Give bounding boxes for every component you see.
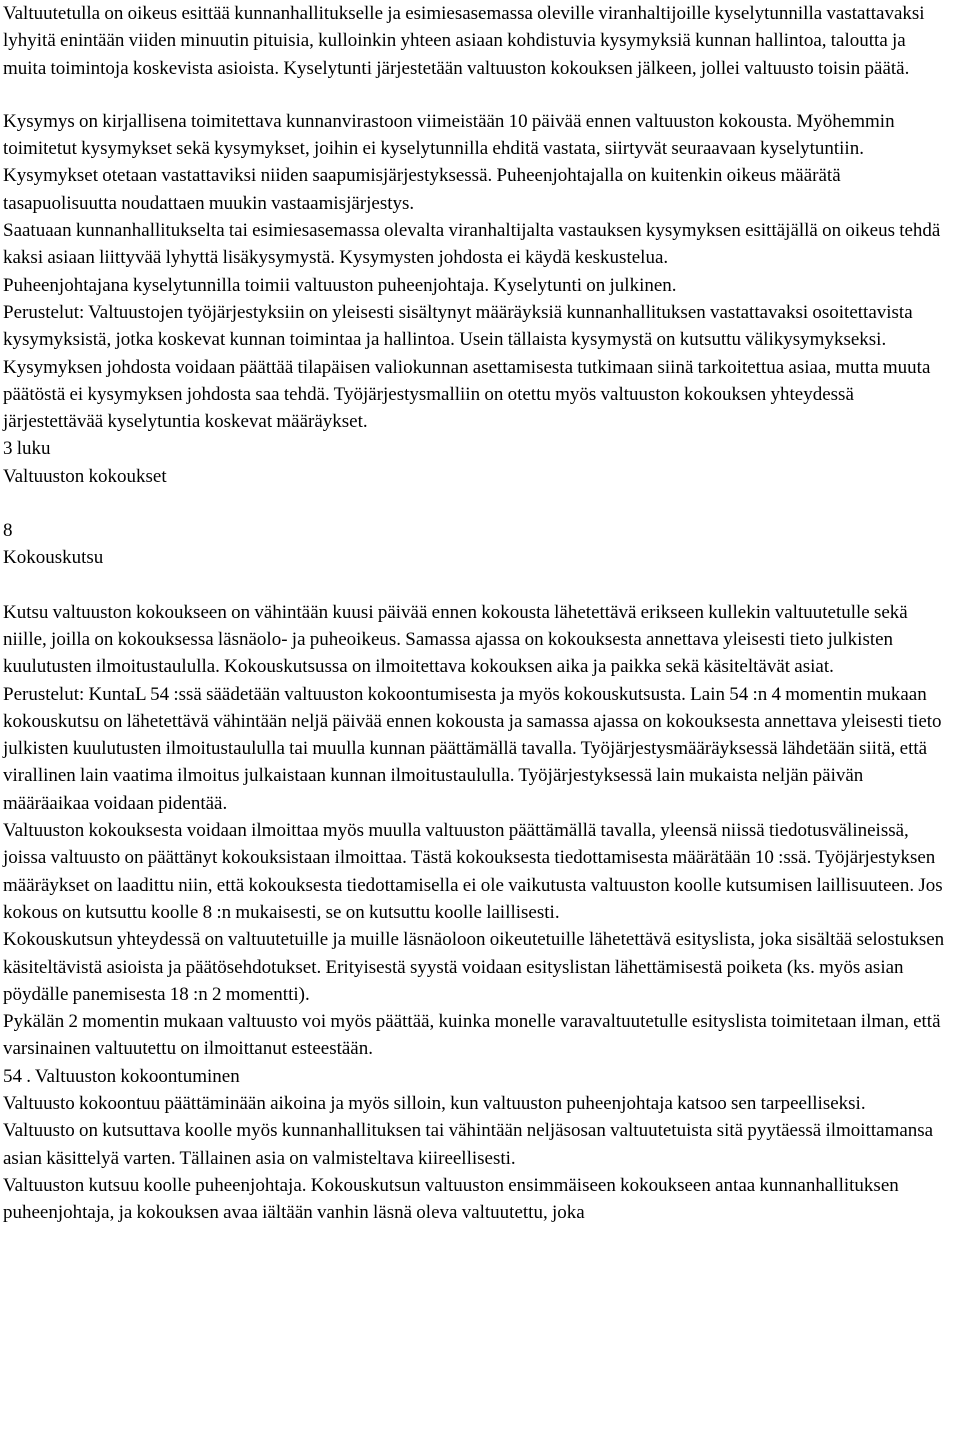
paragraph-koolle-kutsuja: Valtuuston kutsuu koolle puheenjohtaja. Kokouskutsun valtuuston ensimmäiseen kokoukseen antaa kunnanhallituksen puheenjohtaja, ja kokouksen avaa iältään vanhin läsnä oleva valtuutettu, joka [3, 1174, 899, 1224]
paragraph-ilmoittaminen: Valtuuston kokouksesta voidaan ilmoittaa myös muulla valtuuston päättämällä tavalla, yleensä niissä tiedotusvälineissä, joissa valtuusto on päättänyt kokouksistaan ilmoittaa. Tästä kokouksesta tiedottamisesta määrätään 10 :ssä. Työjärjestyksen määräykset on laadittu niin, että kokouksesta tiedottamisella ei ole vaikutusta valtuuston koolle kutsumisen laillisuuteen. Jos kokous on kutsuttu koolle 8 :n mukaisesti, se on kutsuttu koolle laillisesti. [3, 820, 943, 923]
paragraph-esityslista: Kokouskutsun yhteydessä on valtuutetuille ja muille läsnäoloon oikeutetuille lähetettävä esityslista, joka sisältää selostuksen käsiteltävistä asioista ja päätösehdotukset. Erityisestä syystä voidaan esityslistan lähettämisestä poiketa (ks. myös asian pöydälle panemisesta 18 :n 2 momentti). [3, 929, 945, 1005]
paragraph-kyselytunti-oikeus: Valtuutetulla on oikeus esittää kunnanhallitukselle ja esimiesasemassa oleville viranhaltijoille kyselytunnilla vastattavaksi lyhyitä enintään viiden minuutin pituisia, kulloinkin yhteen asiaan kohdistuvia kysymyksiä kunnan hallintoa, taloutta ja muita toimintoja koskevista asioista. Kyselytunti järjestetään valtuuston kokouksen jälkeen, jollei valtuusto toisin päätä. [3, 3, 925, 79]
paragraph-koolle-kutsuminen: Valtuusto on kutsuttava koolle myös kunnanhallituksen tai vähintään neljäsosan valtuutetuista sitä pyytäessä ilmoittamansa asian käsittelyä varten. Tällainen asia on valmisteltava kiireellisesti. [3, 1120, 934, 1169]
section-heading-kokoontuminen: 54 . Valtuuston kokoontuminen [3, 1065, 240, 1087]
section-title: Kokouskutsu [3, 547, 104, 569]
paragraph-puheenjohtaja: Puheenjohtajana kyselytunnilla toimii valtuuston puheenjohtaja. Kyselytunti on julkinen. [3, 274, 677, 296]
paragraph-kokoontuminen: Valtuusto kokoontuu päättäminään aikoina ja myös silloin, kun valtuuston puheenjohtaja katsoo sen tarpeelliseksi. [3, 1092, 866, 1114]
paragraph-kokouskutsu: Kutsu valtuuston kokoukseen on vähintään kuusi päivää ennen kokousta lähetettävä erikseen kullekin valtuutetulle sekä niille, joilla on kokouksessa läsnäolo- ja puheoikeus. Samassa ajassa on kokouksesta annettava yleisesti tieto julkisten kuulutusten ilmoitustaululla. Kokouskutsussa on ilmoitettava kokouksen aika ja paikka sekä käsiteltävät asiat. [3, 601, 908, 678]
paragraph-perustelut-kyselytunti: Perustelut: Valtuustojen työjärjestyksiin on yleisesti sisältynyt määräyksiä kunnanhallituksen vastattavaksi osoitettavista kysymyksistä, jotka koskevat kunnan toimintaa ja hallintoa. Usein tällaista kysymystä on kutsuttu välikysymykseksi. Kysymyksen johdosta voidaan päättää tilapäisen valiokunnan asettamisesta tutkimaan siinä tarkoitettua asiaa, mutta muuta päätöstä ei kysymyksen johdosta saa tehdä. Työjärjestysmalliin on otettu myös valtuuston kokouksen yhteydessä järjestettävää kyselytuntia koskevat määräykset. [3, 301, 931, 433]
paragraph-perustelut-kuntal: Perustelut: KuntaL 54 :ssä säädetään valtuuston kokoontumisesta ja myös kokouskutsusta. Lain 54 :n 4 momentin mukaan kokouskutsu on lähetettävä vähintään neljä päivää ennen kokousta ja samassa ajassa on kokouksesta annettava yleisesti tieto julkisten kuulutusten ilmoitustaululla tai muulla kunnan päättämällä tavalla. Työjärjestysmääräyksessä lähdetään siitä, että virallinen lain vaatima ilmoitus julkaistaan kunnan ilmoitustaululla. Työjärjestyksessä lain mukaista neljän päivän määräaikaa voidaan pidentää. [3, 683, 942, 814]
paragraph-varavaltuutetut: Pykälän 2 momentin mukaan valtuusto voi myös päättää, kuinka monelle varavaltuutetulle esityslista toimitetaan ilman, että varsinainen valtuutettu on ilmoittanut esteestään. [3, 1011, 941, 1060]
chapter-title: Valtuuston kokoukset [3, 465, 167, 487]
paragraph-lisakysymys: Saatuaan kunnanhallitukselta tai esimiesasemassa olevalta viranhaltijalta vastauksen kysymyksen esittäjällä on oikeus tehdä kaksi asiaan liittyvää lyhyttä lisäkysymystä. Kysymysten johdosta ei käydä keskustelua. [3, 220, 941, 269]
paragraph-kysymys-toimittaminen: Kysymys on kirjallisena toimitettava kunnanvirastoon viimeistään 10 päivää ennen valtuuston kokousta. Myöhemmin toimitetut kysymykset sekä kysymykset, joihin ei kyselytunnilla ehditä vastata, siirtyvät seuraavaan kyselytuntiin. Kysymykset otetaan vastattaviksi niiden saapumisjärjestyksessä. Puheenjohtajalla on kuitenkin oikeus määrätä tasapuolisuutta noudattaen muukin vastaamisjärjestys. [3, 110, 895, 214]
chapter-number: 3 luku [3, 438, 51, 460]
section-number: 8 [3, 520, 13, 542]
